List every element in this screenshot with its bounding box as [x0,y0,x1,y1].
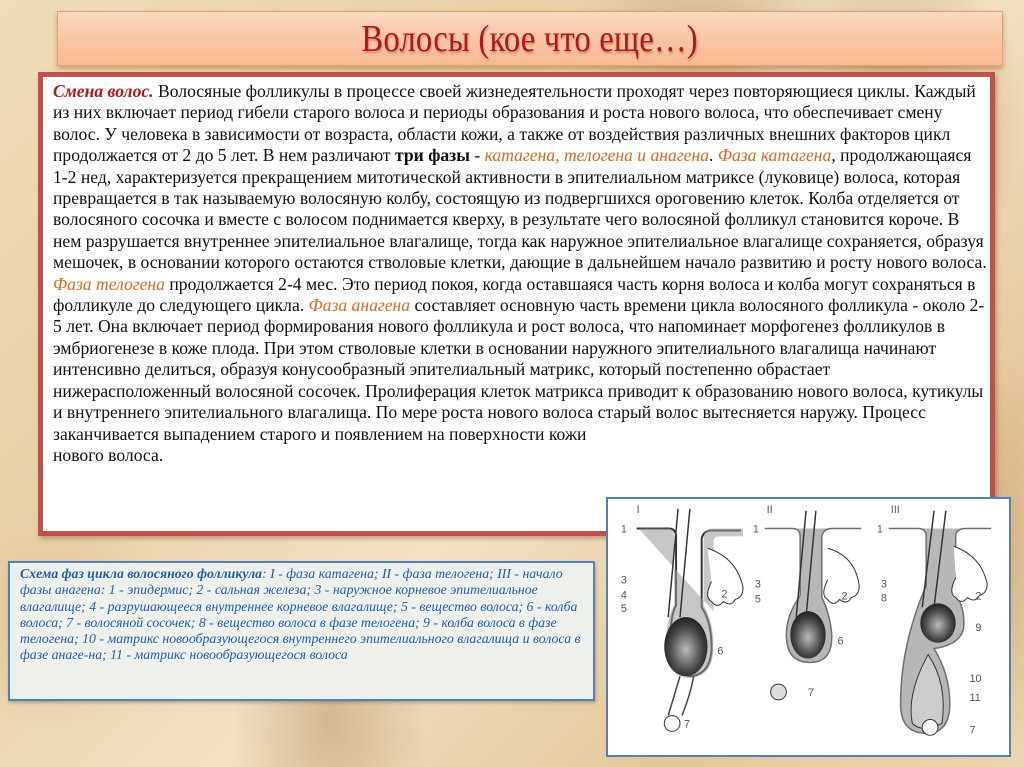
caption-title: Схема фаз цикла волосяного фолликула [20,566,263,581]
figure-caption [10,563,593,664]
figure-caption-box [8,561,595,701]
svg-text:7: 7 [808,686,815,699]
svg-text:7: 7 [969,724,976,737]
lead-heading: Смена волос. [53,81,154,101]
svg-text:11: 11 [969,691,981,704]
catagen-label: Фаза катагена [717,145,832,166]
svg-text:6: 6 [717,645,724,658]
text-segment: - [469,145,485,166]
svg-text:8: 8 [880,592,887,605]
text-segment: , продолжающаяся 1-2 нед, характеризуется прекращением митотической активности в эпителиальном матриксе (луковице) волоса, которая превращается в так называемую волосяную колбу, состоящую из подвергшихся ороговению клеток. Колба отделяется от волосяного сосочка и вместе с волосом поднимается кверху, в результате чего волосяной фолликул становится короче. В нем разрушается внутреннее эпителиальное влагалище, тогда как наружное эпителиальное влагалище сохраняется, образуя мешочек, в основании которого остаются стволовые клетки, дающие в дальнейшем начало развитию и росту нового волоса. [53,145,987,273]
svg-text:2: 2 [721,588,728,601]
svg-text:I: I [636,503,640,516]
svg-text:7: 7 [683,718,690,731]
caption-body: : I - фаза катагена; II - фаза телогена; III - начало фазы анагена: 1 - эпидермис; 2 - сальная железа; 3 - наружное корневое эпителиальное влагалище; 4 - разрушающееся внутреннее корневое влагалище; 5 - вещество волоса; 6 - колба волоса; 7 - волосяной сосочек; 8 - вещество волоса в фазе телогена; 9 - колба волоса в фазе телогена; 10 - матрикс новообразующегося внутреннего эпителиального влагалища и волоса в фазе анаге-на; 11 - матрикс новообразующегося волоса [20,566,581,663]
svg-text:3: 3 [754,578,761,591]
svg-text:III: III [890,503,900,516]
text-segment: Волосяные фолликулы в процессе своей жизнедеятельности проходят через повторяющиеся циклы. Каждый из них включает период гибели старого волоса и периоды образования и роста нового волоса, что обеспечивает смену волос. У человека в зависимости от возраста, области кожи, а также от воздействия различных внешних факторов цикл продолжается от 2 до 5 лет. В нем различают [53,81,976,166]
main-text-box [38,72,995,536]
svg-text:5: 5 [754,593,761,606]
svg-text:3: 3 [620,574,627,587]
title-bar [57,11,1003,66]
anagen-label: Фаза анагена [308,295,411,316]
phase-list: катагена, телогена и анагена [484,145,710,166]
panel-telogen [753,504,861,700]
telogen-label: Фаза телогена [53,273,165,294]
bold-phrase: три фазы [395,145,470,166]
svg-text:4: 4 [620,589,627,602]
svg-text:2: 2 [975,590,982,603]
panel-anagen [877,504,991,737]
main-paragraph [53,81,988,466]
slide-title: Волосы (кое что еще…) [361,17,699,60]
svg-text:6: 6 [837,635,844,648]
panel-catagen [621,504,743,732]
svg-text:II: II [766,503,773,516]
text-segment: . [709,145,718,166]
svg-text:1: 1 [876,523,883,536]
svg-text:1: 1 [620,523,627,536]
svg-text:5: 5 [620,603,627,616]
svg-text:2: 2 [841,590,848,603]
text-segment: составляет основную часть времени цикла волосяного фолликула - около 2- 5 лет. Она включает период формирования нового фолликула и рост волоса, что напоминает морфогенез фолликулов в эмбриогенезе в коже плода. При этом стволовые клетки в основании наружного эпителиального влагалища начинают интенсивно делиться, образуя конусообразный эпителиальный матрикс, который постепенно обрастает нижерасположенный волосяной сосочек. Пролиферация клеток матрикса приводит к образованию нового волоса, кутикулы и внутреннего эпителиального влагалища. По мере роста нового волоса старый волос вытесняется наружу. Процесс заканчивается выпадением старого и появлением на поверхности кожи [53,295,985,444]
svg-text:3: 3 [880,578,887,591]
svg-text:9: 9 [975,621,982,634]
svg-text:10: 10 [969,673,982,686]
text-segment: нового волоса. [53,444,164,465]
svg-text:1: 1 [752,523,759,536]
text-segment: продолжается 2-4 мес. Это период покоя, когда оставшаяся часть корня волоса и колба могут сохраняться в фолликуле до следующего цикла. [53,273,976,316]
hair-follicle-diagram [606,497,1011,757]
